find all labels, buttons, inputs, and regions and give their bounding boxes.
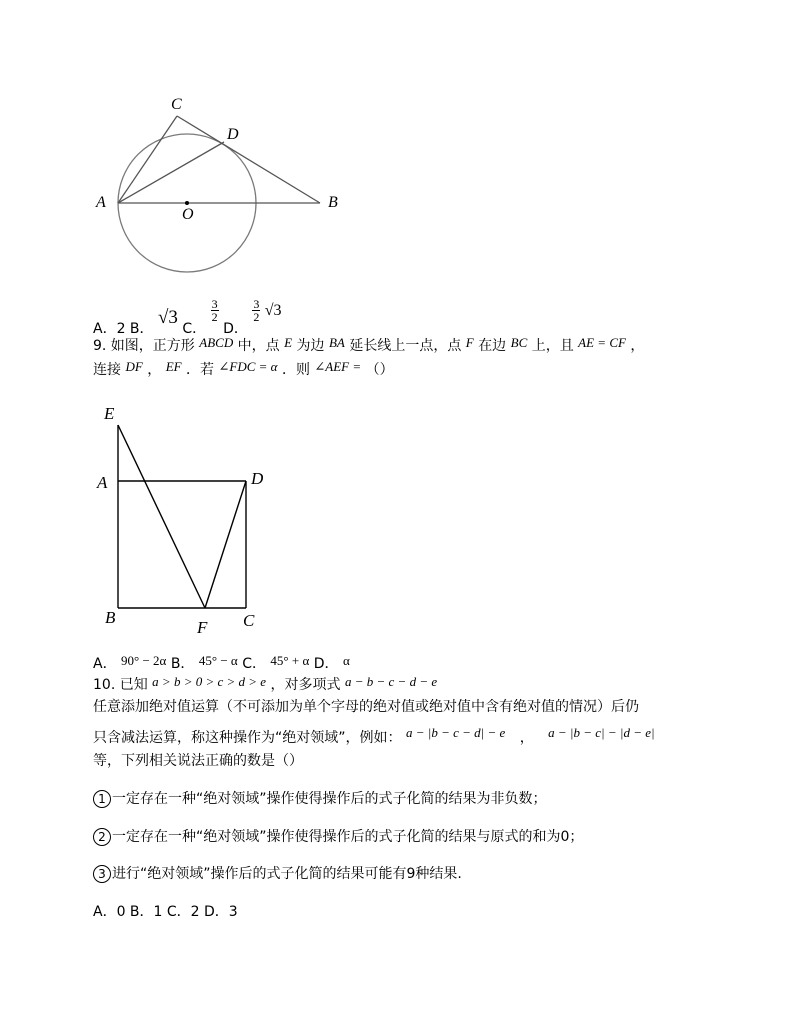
text: 为边 xyxy=(296,338,325,354)
circled-number: 1 xyxy=(93,790,111,808)
segment-cb xyxy=(177,116,320,203)
q10-item-1 xyxy=(93,790,547,808)
text: ， xyxy=(519,730,534,746)
q9-option-c: C． xyxy=(242,656,266,672)
segment-ad xyxy=(118,142,224,203)
q9-option-a: A． xyxy=(93,656,117,672)
q8-option-d: D． xyxy=(223,320,248,337)
point-label-c: C xyxy=(171,96,182,113)
text: ．若 xyxy=(186,362,215,378)
segment-ef xyxy=(118,425,205,608)
item-text: 一定存在一种“绝对领域”操作使得操作后的式子化简的结果为非负数； xyxy=(112,791,547,807)
math: DF xyxy=(125,359,143,374)
point-label-e: E xyxy=(104,404,115,423)
circled-number: 2 xyxy=(93,828,111,846)
point-label-d: D xyxy=(227,126,239,143)
fraction-numerator: 3 xyxy=(211,297,218,311)
circle-tangent-figure xyxy=(0,0,794,300)
text: 上，且 xyxy=(531,338,574,354)
point-label-a: A xyxy=(96,194,106,211)
center-dot xyxy=(185,201,189,205)
math: a − |b − c| − |d − e| xyxy=(548,725,655,740)
q9-option-d-value: α xyxy=(342,653,350,668)
point-label-f: F xyxy=(197,618,208,637)
fraction-numerator: 3 xyxy=(253,297,260,311)
text: 只含减法运算，称这种操作为“绝对领域”，例如： xyxy=(93,730,402,746)
q9-line-2 xyxy=(93,361,394,379)
q9-option-a-value: 90° − 2α xyxy=(121,653,167,668)
q10-line-4: 等，下列相关说法正确的数是（） xyxy=(93,753,303,769)
text: 中，点 xyxy=(237,338,280,354)
text: ．则 xyxy=(281,362,310,378)
text: 延长线上一点，点 xyxy=(349,338,462,354)
point-label-c: C xyxy=(243,611,255,630)
math: F xyxy=(465,335,474,350)
q8-option-c: C． xyxy=(182,320,207,337)
text: 连接 xyxy=(93,362,121,378)
q9-option-b-value: 45° − α xyxy=(198,653,238,668)
fraction-denominator: 2 xyxy=(253,310,260,324)
math: AE = CF xyxy=(578,335,626,350)
math: EF xyxy=(165,359,182,374)
text: ，对多项式 xyxy=(270,677,341,693)
fraction-denominator: 2 xyxy=(211,310,218,324)
q9-option-c-value: 45° + α xyxy=(270,653,310,668)
square-figure xyxy=(0,400,320,640)
math: ∠FDC = α xyxy=(218,359,278,374)
q9-line-1 xyxy=(93,337,644,355)
math: ABCD xyxy=(199,335,234,350)
q8-option-c-fraction xyxy=(211,298,219,323)
q10-line-1 xyxy=(93,676,437,694)
q9-option-b: B． xyxy=(170,656,195,672)
point-label-d: D xyxy=(251,469,264,488)
text: ， xyxy=(630,338,645,354)
q8-options xyxy=(93,292,282,337)
q10-item-3 xyxy=(93,865,462,883)
item-text: 进行“绝对领域”操作后的式子化简的结果可能有9种结果. xyxy=(112,866,462,882)
math: E xyxy=(284,335,293,350)
q8-option-a-b: A．2 B． xyxy=(93,320,154,337)
q10-line-3 xyxy=(93,725,655,747)
item-text: 一定存在一种“绝对领域”操作使得操作后的式子化简的结果与原式的和为0； xyxy=(112,829,584,845)
text: 9. 如图，正方形 xyxy=(93,338,195,354)
point-label-b: B xyxy=(328,194,338,211)
text: ， xyxy=(147,362,162,378)
circled-number: 3 xyxy=(93,865,111,883)
q10-item-2 xyxy=(93,828,583,846)
q8-option-b-value: √3 xyxy=(158,306,178,328)
segment-ac xyxy=(118,116,177,203)
q8-option-d-sqrt: √3 xyxy=(264,301,282,319)
q9-options xyxy=(93,655,350,673)
point-label-b: B xyxy=(105,608,116,627)
math: BC xyxy=(510,335,528,350)
point-label-o: O xyxy=(182,206,194,223)
q8-option-d-fraction xyxy=(252,298,260,323)
text: 在边 xyxy=(478,338,507,354)
math: a − |b − c − d| − e xyxy=(405,725,506,740)
text: 10. 已知 xyxy=(93,677,148,693)
math: a − b − c − d − e xyxy=(344,674,438,689)
point-label-a: A xyxy=(97,473,108,492)
math: ∠AEF = xyxy=(314,359,362,374)
text: （） xyxy=(365,362,394,378)
segment-df xyxy=(205,481,246,608)
q10-line-2: 任意添加绝对值运算（不可添加为单个字母的绝对值或绝对值中含有绝对值的情况）后仍 xyxy=(93,699,639,715)
math: BA xyxy=(328,335,345,350)
math: a > b > 0 > c > d > e xyxy=(152,674,267,689)
q9-option-d: D． xyxy=(313,656,339,672)
q10-options: A．0 B．1 C．2 D．3 xyxy=(93,904,238,920)
